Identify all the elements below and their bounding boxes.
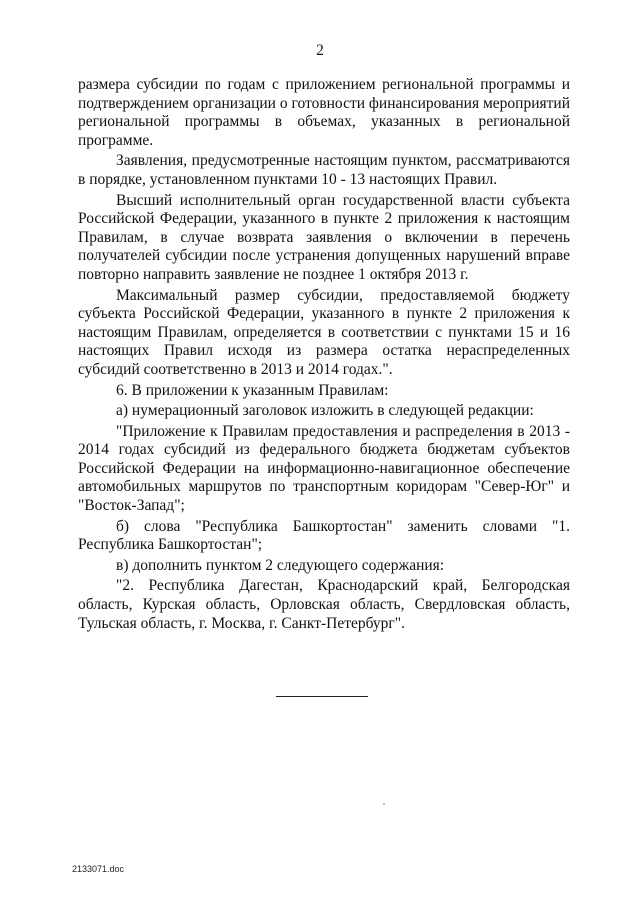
document-file-id: 2133071.doc: [72, 864, 125, 874]
paragraph-5: 6. В приложении к указанным Правилам:: [116, 381, 389, 399]
paragraph-6: а) нумерационный заголовок изложить в следующей редакции:: [116, 402, 534, 420]
document-body: [78, 76, 570, 633]
paragraph-9: в) дополнить пунктом 2 следующего содержания:: [116, 556, 445, 574]
page-number: 2: [316, 42, 324, 59]
paragraph-2: Заявления, предусмотренные настоящим пунктом, рассматриваются в порядке, установленном пунктами 10 - 13 настоящих Правил.: [78, 152, 570, 188]
end-of-text-divider: [276, 696, 368, 697]
paragraph-10: "2. Республика Дагестан, Краснодарский край, Белгородская область, Курская область, Орловская область, Свердловская область, Тульская область, г. Москва, г. Санкт-Петербург".: [78, 577, 570, 632]
paragraph-1: размера субсидии по годам с приложением региональной программы и подтверждением организации о готовности финансирования мероприятий региональной программы в объемах, указанных в региональной программе.: [78, 76, 570, 149]
paragraph-8: б) слова "Республика Башкортостан" заменить словами "1. Республика Башкортостан";: [78, 517, 570, 554]
paragraph-7: "Приложение к Правилам предоставления и распределения в 2013 - 2014 годах субсидий из федерального бюджета бюджетам субъектов Российской Федерации на информационно-навигационное обеспечение автомобильных маршрутов по транспортным коридорам "Север-Юг" и "Восток-Запад";: [78, 422, 570, 515]
paragraph-4: Максимальный размер субсидии, предоставляемой бюджету субъекта Российской Федерации, указанного в пункте 2 приложения к настоящим Правилам, определяется в соответствии с пунктами 15 и 16 настоящих Правил исходя из размера остатка нераспределенных субсидий соответственно в 2013 и 2014 годах.".: [78, 286, 570, 378]
scan-speck: [383, 803, 385, 805]
paragraph-3: Высший исполнительный орган государственной власти субъекта Российской Федерации, указанного в пункте 2 приложения к настоящим Правилам, в случае возврата заявления о включении в перечень получателей субсидии после устранения допущенных нарушений вправе повторно направить заявление не позднее 1 октября 2013 г.: [78, 191, 570, 283]
